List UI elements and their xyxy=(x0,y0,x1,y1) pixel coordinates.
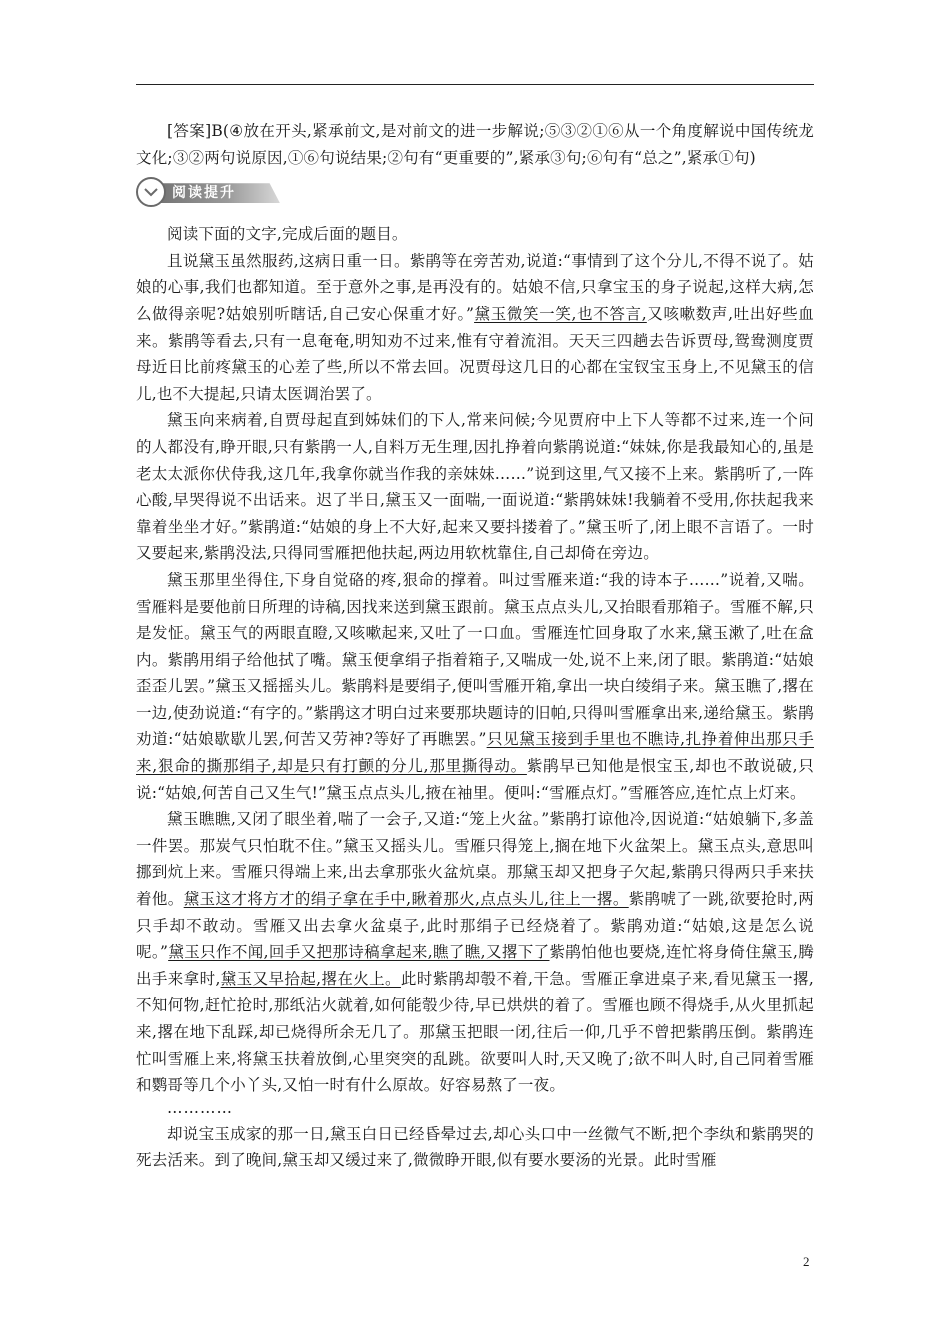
underlined-sentence: 黛玉微笑一笑,也不答言, xyxy=(474,304,647,323)
document-body xyxy=(136,118,814,1174)
text-span: 且说黛玉虽然服药,这病日重一日。紫鹃等在旁苦劝,说道:“事情到了这个分儿,不得不说了。姑娘的心事,我们也都知道。至于意外之事,是再没有的。姑娘不信,只拿宝玉的身子说起,这样大病,怎么做得亲呢?姑娘别听瞎话,自己安心保重才好。” xyxy=(136,251,814,323)
underlined-sentence: 黛玉只作不闻,回手又把那诗稿拿起来,瞧了瞧,又撂下了 xyxy=(168,943,550,962)
section-banner xyxy=(136,175,286,209)
text-span: 黛玉瞧瞧,又闭了眼坐着,喘了一会子,又道:“笼上火盆。”紫鹃打谅他冷,因说道:“姑娘躺下,多盖一件罢。那炭气只怕耽不住。”黛玉又摇头儿。雪雁只得笼上,搁在地下火盆架上。黛玉点头,意思叫挪到炕上来。雪雁只得端上来,出去拿那张火盆炕桌。那黛玉却又把身子欠起,紫鹃只得两只手来扶着他。 xyxy=(136,810,814,909)
text-span: 紫鹃怕他也要烧,连忙将身倚住黛玉,腾出手来拿时, xyxy=(136,943,814,988)
chevron-badge-icon xyxy=(136,177,166,207)
paragraph-3 xyxy=(136,567,814,806)
underlined-sentence: 黛玉这才将方才的绢子拿在手中,瞅着那火,点点头儿,往上一撂。 xyxy=(183,890,629,909)
header-rule xyxy=(136,84,814,85)
text-span: 紫鹃早已知他是恨宝玉,却也不敢说破,只说:“姑娘,何苦自己又生气!”黛玉点点头儿,掖在袖里。便叫:“雪雁点灯。”雪雁答应,连忙点上灯来。 xyxy=(136,757,815,802)
paragraph-5: 却说宝玉成家的那一日,黛玉白日已经昏晕过去,却心头口中一丝微气不断,把个李纨和紫鹃哭的死去活来。到了晚间,黛玉却又缓过来了,微微睁开眼,似有要水要汤的光景。此时雪雁 xyxy=(136,1124,814,1170)
paragraph-4 xyxy=(136,806,814,1099)
text-span: 紫鹃唬了一跳,欲要抢时,两只手却不敢动。雪雁又出去拿火盆桌子,此时那绢子已经烧着了。紫鹃劝道:“姑娘,这是怎么说呢。” xyxy=(136,890,814,962)
instruction: 阅读下面的文字,完成后面的题目。 xyxy=(167,225,408,244)
paragraph-1 xyxy=(136,248,814,408)
text-span: 又咳嗽数声,吐出好些血来。紫鹃等看去,只有一息奄奄,明知劝不过来,惟有守着流泪。天天三四趟去告诉贾母,鸳鸯测度贾母近日比前疼黛玉的心差了些,所以不常去回。况贾母这几日的心都在宝钗宝玉身上,不见黛玉的信儿,也不大提起,只请太医调治罢了。 xyxy=(136,304,814,403)
text-span: 黛玉那里坐得住,下身自觉硌的疼,狠命的撑着。叫过雪雁来道:“我的诗本子……”说着,又喘。雪雁料是要他前日所理的诗稿,因找来送到黛玉跟前。黛玉点点头儿,又抬眼看那箱子。雪雁不解,只是发怔。黛玉气的两眼直瞪,又咳嗽起来,又吐了一口血。雪雁连忙回身取了水来,黛玉漱了,吐在盒内。紫鹃用绢子给他拭了嘴。黛玉便拿绢子指着箱子,又喘成一处,说不上来,闭了眼。紫鹃道:“姑娘歪歪儿罢。”黛玉又摇摇头儿。紫鹃料是要绢子,便叫雪雁开箱,拿出一块白绫绢子来。黛玉瞧了,撂在一边,使劲说道:“有字的。”紫鹃这才明白过来要那块题诗的旧帕,只得叫雪雁拿出来,递给黛玉。紫鹃劝道:“姑娘歇歇儿罢,何苦又劳神?等好了再瞧罢。” xyxy=(136,570,814,749)
answer-paragraph: [答案]B(④放在开头,紧承前文,是对前文的进一步解说;⑤③②①⑥从一个角度解说中国传统龙文化;③②两句说原因,①⑥句说结果;②句有“更重要的”,紧承③句;⑥句有“总之”,紧承①句) xyxy=(136,122,814,167)
underlined-sentence: 只见黛玉接到手里也不瞧诗,扎挣着伸出那只手来,狠命的撕那绢子,却是只有打颤的分儿,那里撕得动。 xyxy=(136,730,814,776)
paragraph-2: 黛玉向来病着,自贾母起直到姊妹们的下人,常来问候;今见贾府中上下人等都不过来,连一个问的人都没有,睁开眼,只有紫鹃一人,自料万无生理,因扎挣着向紫鹃说道:“妹妹,你是我最知心的,虽是老太太派你伏侍我,这几年,我拿你就当作我的亲妹妹……”说到这里,气又接不上来。紫鹃听了,一阵心酸,早哭得说不出话来。迟了半日,黛玉又一面喘,一面说道:“紫鹃妹妹!我躺着不受用,你扶起我来靠着坐坐才好。”紫鹃道:“姑娘的身上不大好,起来又要抖搂着了。”黛玉听了,闭上眼不言语了。一时又要起来,紫鹃没法,只得同雪雁把他扶起,两边用软枕靠住,自己却倚在旁边。 xyxy=(136,411,814,563)
chevron-down-icon xyxy=(143,186,159,198)
page-number: 2 xyxy=(803,1254,810,1269)
section-title: 阅读提升 xyxy=(172,185,236,202)
ellipsis-separator: ………… xyxy=(167,1098,233,1117)
underlined-sentence: 黛玉又早拾起,撂在火上。 xyxy=(220,969,401,988)
text-span: 此时紫鹃却彀不着,干急。雪雁正拿进桌子来,看见黛玉一撂,不知何物,赶忙抢时,那纸沾火就着,如何能彀少待,早已烘烘的着了。雪雁也顾不得烧手,从火里抓起来,撂在地下乱踩,却已烧得所余无几了。那黛玉把眼一闭,往后一仰,几乎不曾把紫鹃压倒。紫鹃连忙叫雪雁上来,将黛玉扶着放倒,心里突突的乱跳。欲要叫人时,天又晚了;欲不叫人时,自己同着雪雁和鹦哥等几个小丫头,又怕一时有什么原故。好容易熬了一夜。 xyxy=(136,969,814,1095)
